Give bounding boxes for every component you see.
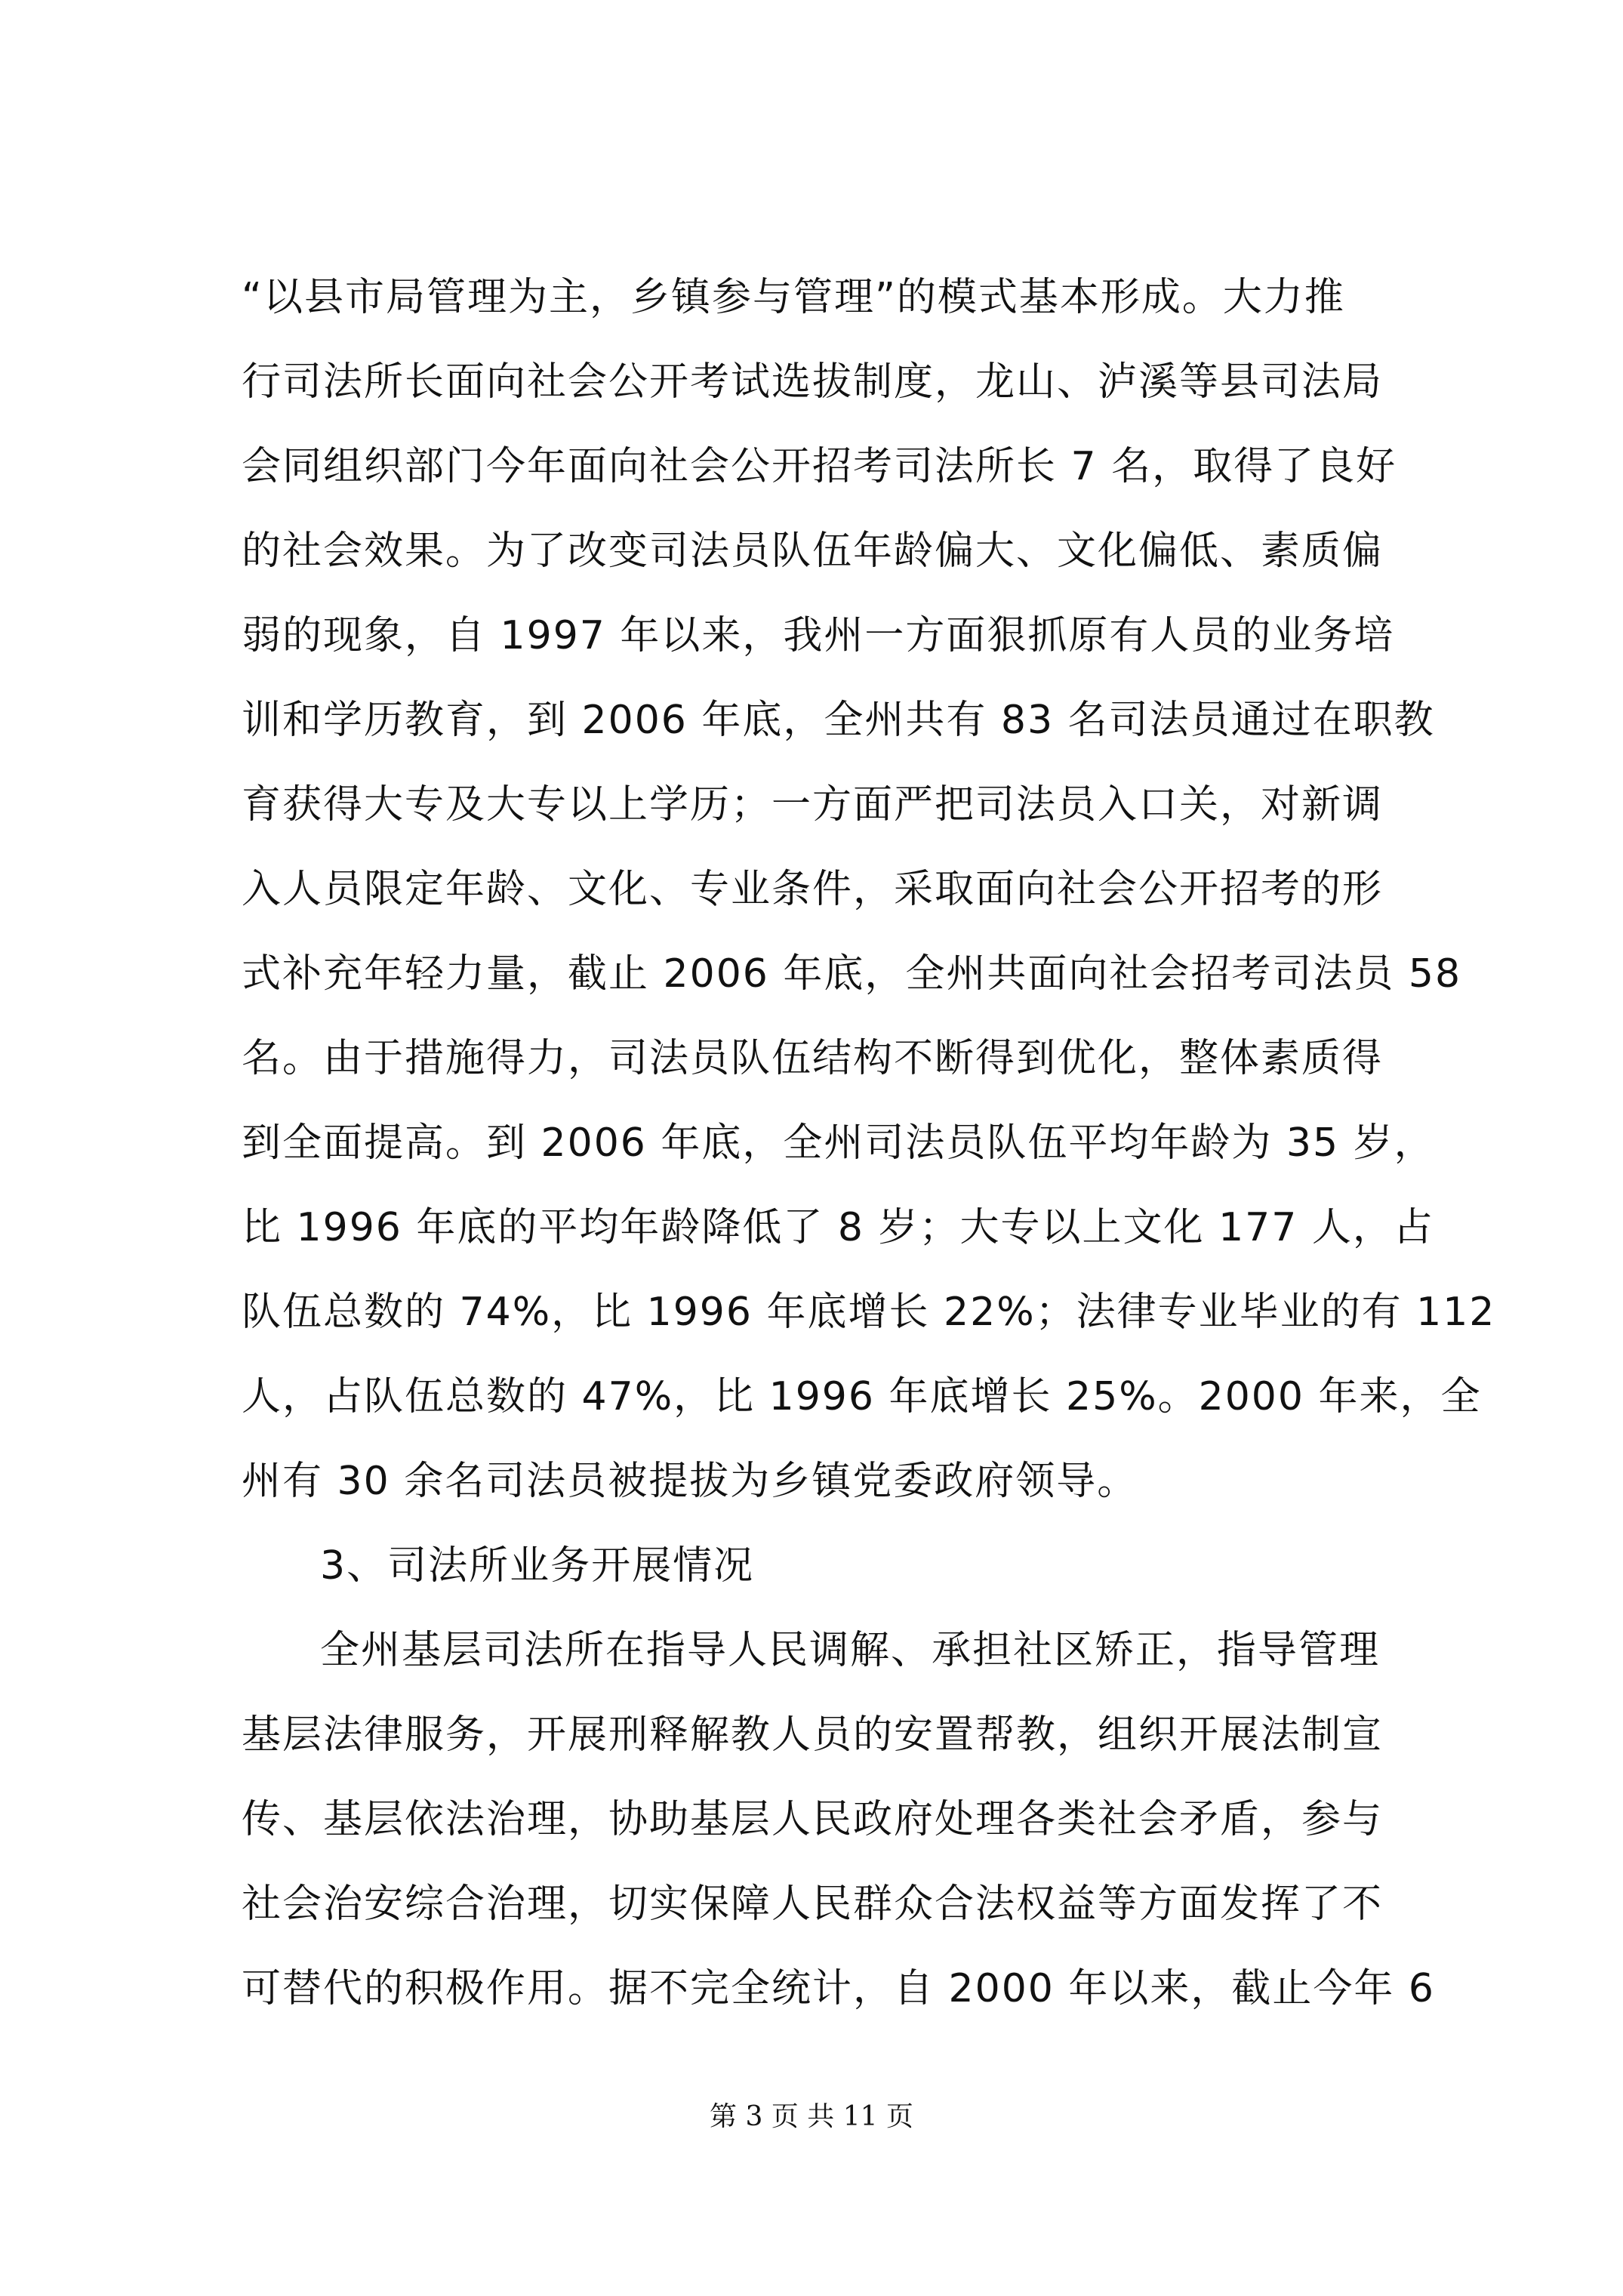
text-line: 传、基层依法治理，协助基层人民政府处理各类社会矛盾，参与 — [242, 1797, 1384, 1842]
text-line: 队伍总数的 74%，比 1996 年底增长 22%；法律专业毕业的有 112 — [242, 1290, 1496, 1335]
text-line: 名。由于措施得力，司法员队伍结构不断得到优化，整体素质得 — [242, 1036, 1384, 1081]
text-line: 的社会效果。为了改变司法员队伍年龄偏大、文化偏低、素质偏 — [242, 529, 1384, 574]
text-line: 基层法律服务，开展刑释解教人员的安置帮教，组织开展法制宣 — [242, 1712, 1384, 1758]
text-line: 全州基层司法所在指导人民调解、承担社区矫正，指导管理 — [320, 1628, 1381, 1673]
text-line: 人，占队伍总数的 47%，比 1996 年底增长 25%。2000 年来，全 — [242, 1374, 1482, 1419]
text-line: 育获得大专及大专以上学历；一方面严把司法员入口关，对新调 — [242, 782, 1384, 827]
text-line: 社会治安综合治理，切实保障人民群众合法权益等方面发挥了不 — [242, 1881, 1384, 1927]
body-text — [242, 255, 1496, 2031]
text-line: 弱的现象，自 1997 年以来，我州一方面狠抓原有人员的业务培 — [242, 613, 1395, 658]
text-line: 州有 30 余名司法员被提拔为乡镇党委政府领导。 — [242, 1459, 1138, 1504]
text-line: 入人员限定年龄、文化、专业条件，采取面向社会公开招考的形 — [242, 867, 1384, 912]
text-line: 行司法所长面向社会公开考试选拔制度，龙山、泸溪等县司法局 — [242, 359, 1384, 405]
text-line: 到全面提高。到 2006 年底，全州司法员队伍平均年龄为 35 岁， — [242, 1120, 1435, 1166]
text-line: 比 1996 年底的平均年龄降低了 8 岁；大专以上文化 177 人，占 — [242, 1205, 1434, 1250]
page-number-footer: 第 3 页 共 11 页 — [710, 2101, 913, 2132]
text-line: 会同组织部门今年面向社会公开招考司法所长 7 名，取得了良好 — [242, 444, 1397, 489]
section-heading: 3、司法所业务开展情况 — [320, 1543, 755, 1589]
text-line: 训和学历教育，到 2006 年底，全州共有 83 名司法员通过在职教 — [242, 698, 1435, 743]
text-line: 式补充年轻力量，截止 2006 年底，全州共面向社会招考司法员 58 — [242, 951, 1462, 997]
text-line: 可替代的积极作用。据不完全统计，自 2000 年以来，截止今年 6 — [242, 1966, 1436, 2011]
text-line: “以县市局管理为主，乡镇参与管理”的模式基本形成。大力推 — [242, 275, 1345, 320]
